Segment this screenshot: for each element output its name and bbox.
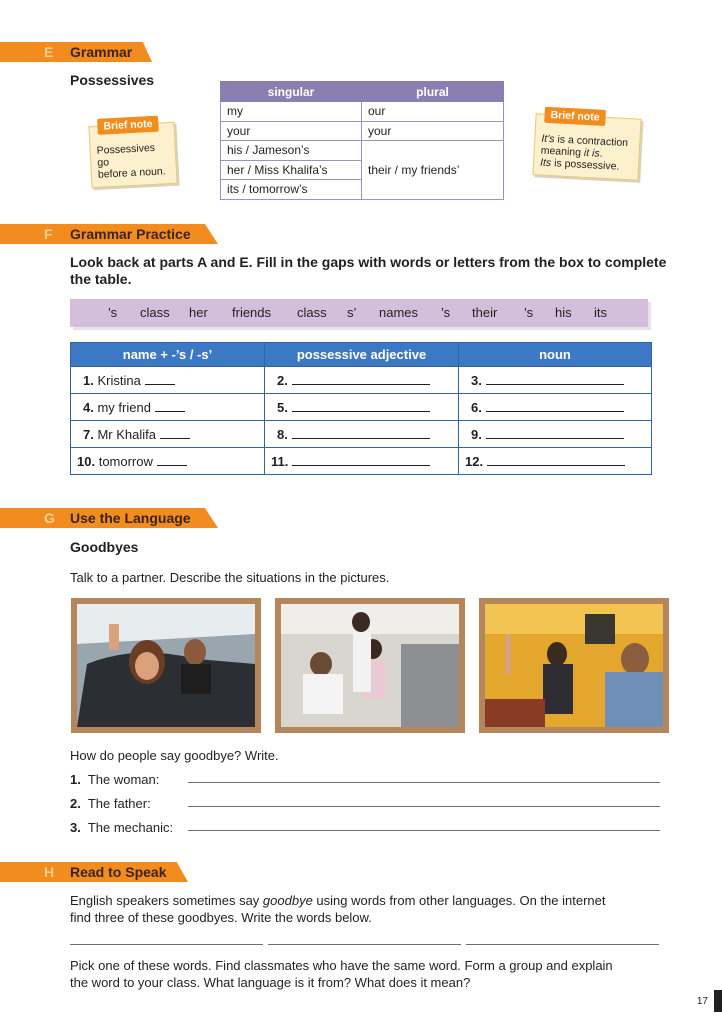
brief-note-text: Possessives go	[96, 141, 156, 169]
cell-text: tomorrow	[98, 453, 153, 469]
answer-gap[interactable]	[160, 438, 190, 439]
note-text: meaning	[540, 144, 585, 159]
word-item: names	[379, 305, 419, 320]
word-item: ’s	[108, 305, 118, 320]
answer-gap[interactable]	[292, 465, 430, 466]
item-number: 1.	[70, 772, 81, 787]
photo-mechanic	[479, 598, 669, 733]
brief-note-left	[88, 117, 177, 188]
item-number: 1.	[83, 372, 94, 388]
note-em: Its	[539, 156, 552, 170]
word-item: their	[472, 305, 498, 320]
brief-note-text: before a noun.	[97, 165, 166, 181]
item-number: 12.	[465, 453, 484, 469]
item-number: 6.	[471, 399, 482, 415]
item-number: 10.	[77, 453, 96, 469]
word-line[interactable]	[466, 944, 659, 945]
answer-gap[interactable]	[292, 438, 430, 439]
word-item: class	[140, 305, 170, 320]
section-title: Read to Speak	[70, 864, 167, 880]
word-item: ’s	[441, 305, 451, 320]
item-number: 3.	[471, 372, 482, 388]
table-cell: your	[362, 121, 504, 141]
cell-text: Mr Khalifa	[97, 426, 156, 442]
word-line[interactable]	[268, 944, 461, 945]
note-text: is a contraction	[554, 133, 629, 150]
column-header: possessive adjective	[265, 343, 459, 367]
item-label: The father:	[87, 796, 151, 811]
grammar-heading: Possessives	[70, 72, 155, 88]
answer-line[interactable]	[188, 806, 660, 807]
table-cell: your	[221, 121, 362, 141]
answer-gap[interactable]	[486, 438, 624, 439]
table-row	[71, 367, 652, 394]
brief-note-tag: Brief note	[544, 107, 606, 126]
section-letter: E	[44, 44, 54, 60]
word-line[interactable]	[70, 944, 263, 945]
note-em: it is	[583, 146, 600, 160]
read-paragraph-1	[70, 892, 710, 926]
possessives-table	[220, 81, 504, 200]
para-text: find three of these goodbyes. Write the words below.	[70, 910, 372, 925]
word-item: ’s	[524, 305, 534, 320]
item-label: The mechanic:	[87, 820, 174, 835]
read-paragraph-2	[70, 957, 710, 991]
answer-item	[70, 795, 151, 812]
cell-text: my friend	[97, 399, 151, 415]
word-item: friends	[232, 305, 272, 320]
word-item: her	[189, 305, 208, 320]
practice-instruction	[70, 254, 710, 288]
item-label: The woman:	[87, 772, 160, 787]
section-title: Grammar Practice	[70, 226, 191, 242]
answer-gap[interactable]	[486, 384, 624, 385]
answer-gap[interactable]	[157, 465, 187, 466]
section-letter: H	[44, 864, 55, 880]
item-number: 4.	[83, 399, 94, 415]
answer-gap[interactable]	[292, 411, 430, 412]
column-header: name + -’s / -s’	[71, 343, 265, 367]
page-edge-strip	[714, 990, 722, 1012]
answer-gap[interactable]	[292, 384, 430, 385]
table-row	[71, 448, 652, 475]
word-box	[70, 299, 648, 327]
note-text: .	[599, 147, 603, 160]
item-number: 8.	[277, 426, 288, 442]
note-text: is possessive.	[550, 157, 620, 173]
para-em: goodbye	[262, 893, 313, 908]
goodbyes-heading: Goodbyes	[70, 539, 139, 555]
language-instruction: Talk to a partner. Describe the situations in the pictures.	[70, 570, 390, 585]
instruction-line: the table.	[70, 271, 132, 287]
table-cell: his / Jameson’s	[221, 141, 362, 161]
table-cell: its / tomorrow’s	[221, 180, 362, 200]
para-text: the word to your class. What language is it from? What does it mean?	[70, 975, 471, 990]
question: How do people say goodbye? Write.	[70, 748, 279, 763]
instruction-line: Look back at parts A and E. Fill in the gaps with words or letters from the box to complete	[70, 254, 667, 270]
item-number: 5.	[277, 399, 288, 415]
answer-gap[interactable]	[145, 384, 175, 385]
column-header: singular	[221, 82, 362, 102]
answer-line[interactable]	[188, 782, 660, 783]
item-number: 7.	[83, 426, 94, 442]
table-cell: their / my friends’	[362, 141, 504, 200]
item-number: 9.	[471, 426, 482, 442]
answer-line[interactable]	[188, 830, 660, 831]
para-text: Pick one of these words. Find classmates who have the same word. Form a group and explain	[70, 958, 613, 973]
item-number: 11.	[271, 453, 289, 469]
cell-text: Kristina	[97, 372, 141, 388]
item-number: 3.	[70, 820, 81, 835]
practice-table	[70, 342, 652, 475]
table-cell: our	[362, 102, 504, 122]
word-item: his	[555, 305, 572, 320]
photo-car-wave	[71, 598, 261, 733]
table-row	[71, 394, 652, 421]
column-header: plural	[362, 82, 504, 102]
brief-note-right	[532, 109, 641, 180]
section-title: Grammar	[70, 44, 133, 60]
answer-gap[interactable]	[486, 411, 624, 412]
word-item: class	[297, 305, 327, 320]
page-number: 17	[696, 996, 708, 1007]
brief-note-tag: Brief note	[97, 116, 159, 135]
answer-gap[interactable]	[487, 465, 625, 466]
table-cell: my	[221, 102, 362, 122]
answer-gap[interactable]	[155, 411, 185, 412]
table-row	[71, 421, 652, 448]
item-number: 2.	[277, 372, 288, 388]
answer-item	[70, 771, 159, 788]
word-item: s’	[347, 305, 357, 320]
section-letter: F	[44, 226, 53, 242]
section-title: Use the Language	[70, 510, 191, 526]
note-em: It’s	[541, 132, 555, 146]
para-text: English speakers sometimes say	[70, 893, 263, 908]
para-text: using words from other languages. On the internet	[312, 893, 606, 908]
answer-item	[70, 819, 173, 836]
photo-father-child	[275, 598, 465, 733]
column-header: noun	[459, 343, 652, 367]
table-cell: her / Miss Khalifa’s	[221, 160, 362, 180]
item-number: 2.	[70, 796, 81, 811]
word-item: its	[594, 305, 607, 320]
section-letter: G	[44, 510, 55, 526]
